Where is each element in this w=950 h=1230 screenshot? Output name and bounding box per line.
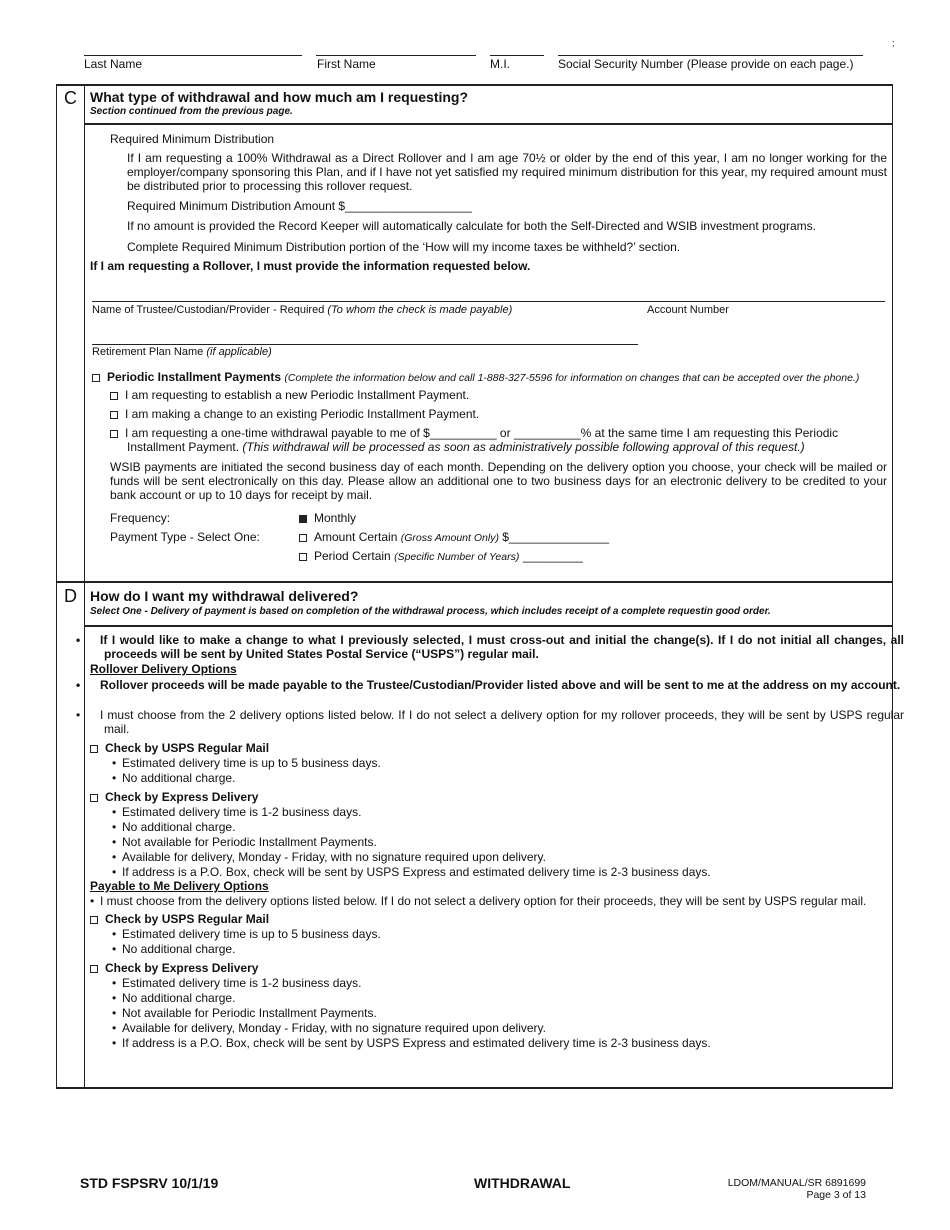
rmd-paragraph: If I am requesting a 100% Withdrawal as a Direct Rollover and I am age 70½ or older by the end of this year, I am no longer working for the employer/company sponsoring this Plan, and if I have not yet satisfied my required minimum distribution for this year, my required amount must be distributed prior to processing this rollover request. bbox=[127, 151, 887, 193]
form-code: LDOM/MANUAL/SR 6891699 bbox=[727, 1177, 866, 1189]
list-item: • Available for delivery, Monday - Friday, with no signature required upon delivery. bbox=[112, 850, 546, 864]
rollover-payable: Rollover proceeds will be made payable to the Trustee/Custodian/Provider listed above and will be sent to me at the address on my account. bbox=[100, 678, 901, 692]
payable-usps-checkbox[interactable] bbox=[90, 916, 98, 924]
list-item: • Available for delivery, Monday - Friday, with no signature required upon delivery. bbox=[112, 1021, 546, 1035]
list-item: • No additional charge. bbox=[112, 991, 236, 1005]
list-item: • No additional charge. bbox=[112, 771, 236, 785]
monthly-label: Monthly bbox=[314, 511, 357, 525]
section-d-letter: D bbox=[64, 586, 77, 606]
period-certain-field[interactable]: _________ bbox=[522, 549, 583, 563]
ssn-label: Social Security Number (Please provide on each page.) bbox=[558, 57, 854, 71]
frequency-label: Frequency: bbox=[110, 511, 171, 525]
period-certain-note: (Specific Number of Years) bbox=[394, 551, 520, 563]
plan-name-input-line[interactable] bbox=[92, 344, 638, 345]
amount-certain-checkbox[interactable] bbox=[299, 534, 307, 542]
section-c-letter: C bbox=[64, 88, 77, 108]
rollover-requirement: If I am requesting a Rollover, I must provide the information requested below. bbox=[90, 259, 531, 273]
rollover-usps-checkbox[interactable] bbox=[90, 745, 98, 753]
plan-name-note: (if applicable) bbox=[206, 346, 272, 358]
trustee-input-line[interactable] bbox=[92, 301, 885, 302]
list-item: • Estimated delivery time is up to 5 business days. bbox=[112, 756, 381, 770]
list-item: • No additional charge. bbox=[112, 820, 236, 834]
no-amount-note: If no amount is provided the Record Keeper will automatically calculate for both the Self-Directed and WSIB investment programs. bbox=[127, 219, 816, 233]
amount-certain-label: Amount Certain bbox=[314, 530, 398, 544]
new-periodic-label: I am requesting to establish a new Periodic Installment Payment. bbox=[125, 388, 470, 402]
section-d-title: How do I want my withdrawal delivered? bbox=[90, 588, 359, 604]
rollover-heading: Rollover Delivery Options bbox=[90, 662, 237, 676]
rollover-express-title: Check by Express Delivery bbox=[105, 790, 259, 804]
list-item: • Estimated delivery time is up to 5 business days. bbox=[112, 927, 381, 941]
form-id: STD FSPSRV 10/1/19 bbox=[80, 1175, 219, 1191]
onetime-checkbox[interactable] bbox=[110, 430, 118, 438]
payable-choose: I must choose from the delivery options listed below. If I do not select a delivery option for their proceeds, they will be sent by USPS regular mail. bbox=[100, 894, 867, 908]
complete-rmd-note: Complete Required Minimum Distribution portion of the ‘How will my income taxes be withheld?’ section. bbox=[127, 240, 681, 254]
payment-type-label: Payment Type - Select One: bbox=[110, 530, 260, 544]
wsib-paragraph: WSIB payments are initiated the second business day of each month. Depending on the delivery option you choose, your check will be mailed or funds will be sent electronically on this day. Please allow an additional one to two business days for an electronic delivery to be credited to your bank account or up to 10 days for receipt by mail. bbox=[110, 460, 887, 502]
plan-name-label: Retirement Plan Name bbox=[92, 346, 204, 358]
mi-label: M.I. bbox=[490, 57, 510, 71]
rollover-choose: I must choose from the 2 delivery options listed below. If I do not select a delivery option for my rollover proceeds, they will be sent by USPS regular mail. bbox=[100, 708, 904, 736]
monthly-checkbox[interactable] bbox=[299, 515, 307, 523]
onetime-note: (This withdrawal will be processed as soon as administratively possible following approval of this request.) bbox=[242, 440, 805, 454]
list-item: • If address is a P.O. Box, check will be sent by USPS Express and estimated delivery time is 2-3 business days. bbox=[112, 865, 711, 879]
list-item: • Estimated delivery time is 1-2 business days. bbox=[112, 976, 362, 990]
period-certain-checkbox[interactable] bbox=[299, 553, 307, 561]
list-item: • Estimated delivery time is 1-2 business days. bbox=[112, 805, 362, 819]
first-name-label: First Name bbox=[317, 57, 376, 71]
payable-usps-title: Check by USPS Regular Mail bbox=[105, 912, 270, 926]
rollover-usps-title: Check by USPS Regular Mail bbox=[105, 741, 270, 755]
last-name-label: Last Name bbox=[84, 57, 143, 71]
account-number-label: Account Number bbox=[647, 304, 729, 316]
amount-certain-field[interactable]: $_______________ bbox=[502, 530, 610, 544]
periodic-checkbox[interactable] bbox=[92, 374, 100, 382]
onetime-label-cont: Installment Payment. bbox=[127, 440, 240, 454]
rollover-express-checkbox[interactable] bbox=[90, 794, 98, 802]
page-number: Page 3 of 13 bbox=[806, 1189, 866, 1201]
rmd-amount-field[interactable]: Required Minimum Distribution Amount $___________________ bbox=[127, 199, 472, 213]
rmd-heading: Required Minimum Distribution bbox=[110, 132, 275, 146]
list-item: • Not available for Periodic Installment Payments. bbox=[112, 835, 377, 849]
new-periodic-checkbox[interactable] bbox=[110, 392, 118, 400]
list-item: • Not available for Periodic Installment Payments. bbox=[112, 1006, 377, 1020]
corner-mark: ; bbox=[892, 38, 895, 48]
change-note: If I would like to make a change to what I previously selected, I must cross-out and initial the change(s). If I do not initial all changes, all proceeds will be sent by United States Postal Service (“USPS”) regular mail. bbox=[100, 633, 904, 661]
change-periodic-label: I am making a change to an existing Periodic Installment Payment. bbox=[125, 407, 480, 421]
section-c-title: What type of withdrawal and how much am I requesting? bbox=[90, 89, 469, 105]
change-periodic-checkbox[interactable] bbox=[110, 411, 118, 419]
trustee-note: (To whom the check is made payable) bbox=[327, 304, 513, 316]
form-title: WITHDRAWAL bbox=[474, 1175, 571, 1191]
list-item: • No additional charge. bbox=[112, 942, 236, 956]
period-certain-label: Period Certain bbox=[314, 549, 391, 563]
onetime-label: I am requesting a one-time withdrawal payable to me of $__________ or __________% at the same time I am requesting this Periodic bbox=[125, 426, 839, 440]
periodic-note: (Complete the information below and call 1-888-327-5596 for information on changes that can be accepted over the phone.) bbox=[284, 372, 860, 384]
payable-express-title: Check by Express Delivery bbox=[105, 961, 259, 975]
trustee-label: Name of Trustee/Custodian/Provider - Required bbox=[92, 304, 325, 316]
payable-express-checkbox[interactable] bbox=[90, 965, 98, 973]
payable-heading: Payable to Me Delivery Options bbox=[90, 879, 269, 893]
periodic-title: Periodic Installment Payments bbox=[107, 370, 282, 384]
section-d-subtitle: Select One - Delivery of payment is based on completion of the withdrawal process, which includes receipt of a complete requestin good order. bbox=[90, 606, 771, 617]
section-c-subtitle: Section continued from the previous page. bbox=[90, 106, 293, 117]
list-item: • If address is a P.O. Box, check will be sent by USPS Express and estimated delivery time is 2-3 business days. bbox=[112, 1036, 711, 1050]
amount-certain-note: (Gross Amount Only) bbox=[400, 532, 499, 544]
